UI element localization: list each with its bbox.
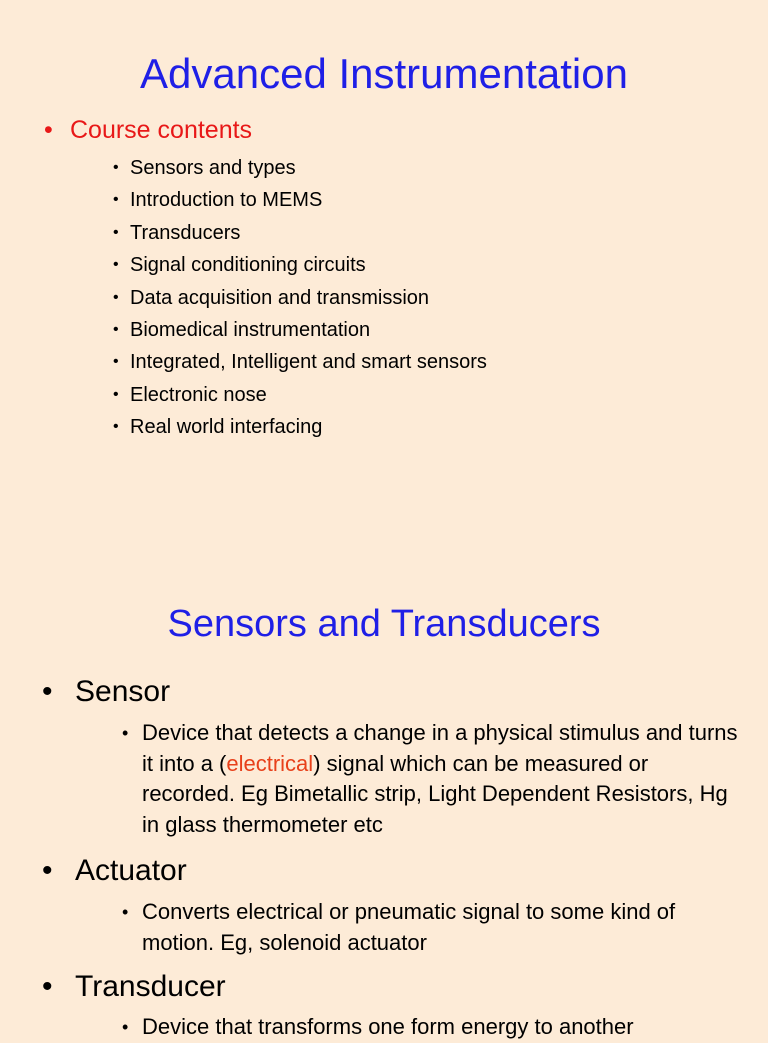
- course-contents-list: [113, 155, 487, 447]
- list-item: [113, 317, 487, 349]
- course-contents-heading: [44, 116, 253, 145]
- transducer-description: [122, 1012, 742, 1043]
- bullet-icon: •: [42, 970, 53, 1003]
- list-item-text: Transducers: [130, 221, 241, 244]
- sensor-label: Sensor: [75, 675, 171, 708]
- list-item-text: Signal conditioning circuits: [130, 254, 366, 277]
- list-item-text: Integrated, Intelligent and smart sensors: [130, 351, 487, 374]
- bullet-icon: •: [122, 902, 129, 922]
- actuator-description: [122, 897, 742, 958]
- sensor-desc-highlight: electrical: [226, 750, 314, 776]
- sensor-desc-part2: ) signal which can be measured or recorded. Eg Bimetallic strip, Light Dependent Resistors, Hg in glass thermometer etc: [142, 750, 728, 837]
- bullet-icon: •: [113, 256, 119, 274]
- bullet-icon: •: [122, 723, 129, 743]
- bullet-icon: •: [113, 385, 119, 403]
- transducer-desc-text: Device that transforms one form energy to another: [142, 1014, 634, 1039]
- bullet-icon: •: [113, 353, 119, 371]
- sensor-heading: [42, 675, 171, 709]
- transducer-label: Transducer: [75, 970, 226, 1003]
- list-item: [113, 252, 487, 284]
- transducer-heading: [42, 970, 226, 1004]
- list-item: [113, 285, 487, 317]
- list-item: [113, 155, 487, 187]
- bullet-icon: •: [113, 320, 119, 338]
- list-item: [113, 382, 487, 414]
- list-item-text: Introduction to MEMS: [130, 189, 323, 212]
- bullet-icon: •: [113, 191, 119, 209]
- sensor-desc-part1: Device that detects a change in a physical stimulus and turns it into a (: [142, 720, 738, 776]
- slide-title-sensors-and-transducers: Sensors and Transducers: [167, 603, 601, 645]
- slide-title-advanced-instrumentation: Advanced Instrumentation: [140, 50, 628, 97]
- bullet-icon: •: [122, 1017, 129, 1037]
- list-item: [113, 349, 487, 381]
- course-contents-label: Course contents: [70, 116, 253, 144]
- sensor-description: [122, 718, 742, 840]
- bullet-icon: •: [113, 159, 119, 176]
- actuator-heading: [42, 854, 187, 888]
- actuator-desc-text: Converts electrical or pneumatic signal to some kind of motion. Eg, solenoid actuator: [142, 899, 676, 955]
- bullet-icon: •: [113, 223, 119, 241]
- list-item-text: Electronic nose: [130, 383, 267, 406]
- actuator-label: Actuator: [75, 854, 187, 887]
- list-item-text: Biomedical instrumentation: [130, 318, 371, 341]
- list-item: [113, 187, 487, 219]
- list-item-text: Data acquisition and transmission: [130, 286, 430, 309]
- bullet-icon: •: [113, 288, 119, 306]
- list-item-text: Sensors and types: [130, 157, 296, 179]
- list-item: [113, 414, 487, 446]
- bullet-icon: •: [44, 116, 53, 144]
- bullet-icon: •: [42, 854, 53, 887]
- bullet-icon: •: [113, 418, 119, 436]
- bullet-icon: •: [42, 675, 53, 708]
- list-item-text: Real world interfacing: [130, 416, 323, 439]
- list-item: [113, 220, 487, 252]
